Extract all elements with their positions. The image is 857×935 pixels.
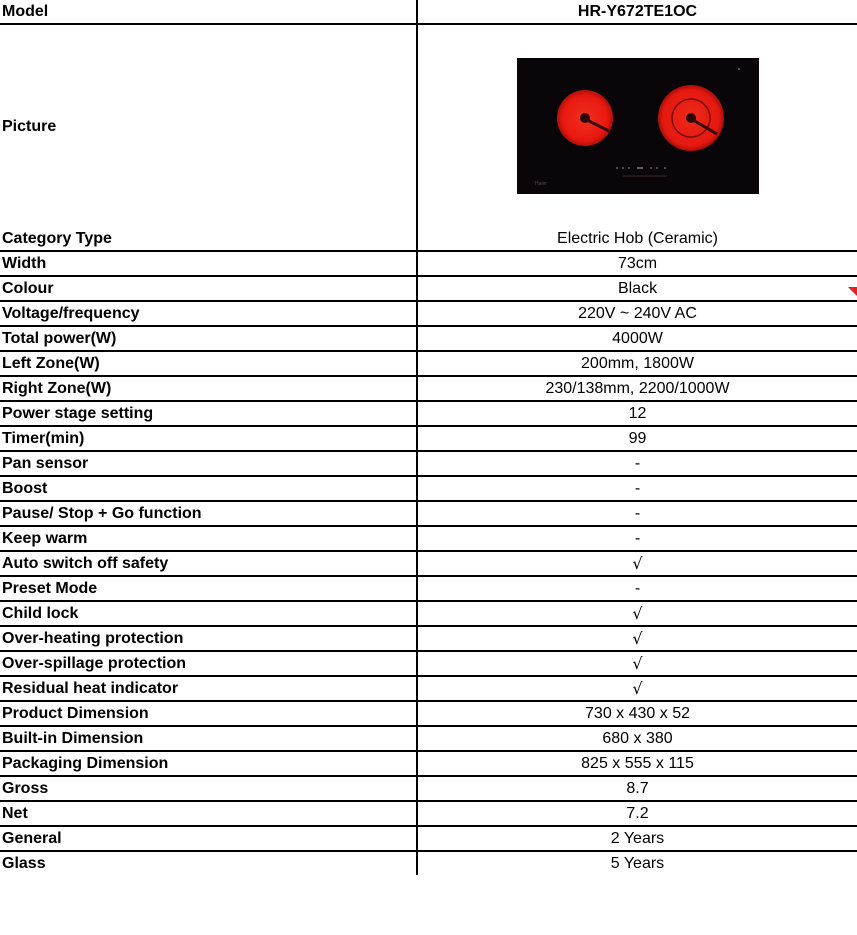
row-value: √	[417, 626, 857, 651]
table-row	[0, 501, 857, 526]
hob-image	[517, 58, 759, 194]
right-zone	[658, 85, 724, 151]
row-value: 4000W	[417, 326, 857, 351]
row-value: 8.7	[417, 776, 857, 801]
row-value: 730 x 430 x 52	[417, 701, 857, 726]
hob-brand-logo: Haier	[534, 181, 547, 187]
table-row	[0, 826, 857, 851]
row-label: Pan sensor	[0, 451, 417, 476]
table-row-model	[0, 0, 857, 24]
row-label: Over-spillage protection	[0, 651, 417, 676]
row-label: Total power(W)	[0, 326, 417, 351]
row-label: General	[0, 826, 417, 851]
row-label: Voltage/frequency	[0, 301, 417, 326]
table-row	[0, 801, 857, 826]
row-label: Gross	[0, 776, 417, 801]
row-value: Black	[417, 276, 857, 301]
table-row	[0, 376, 857, 401]
left-zone	[557, 90, 613, 146]
row-label: Timer(min)	[0, 426, 417, 451]
row-label: Model	[0, 0, 417, 24]
row-value: 73cm	[417, 251, 857, 276]
row-value: 99	[417, 426, 857, 451]
table-row	[0, 401, 857, 426]
row-value: 220V ~ 240V AC	[417, 301, 857, 326]
table-row	[0, 451, 857, 476]
row-label: Picture	[0, 24, 417, 227]
table-row	[0, 526, 857, 551]
power-indicator	[738, 68, 740, 70]
spec-rows	[0, 227, 857, 875]
row-value: √	[417, 551, 857, 576]
table-row	[0, 776, 857, 801]
row-value: 12	[417, 401, 857, 426]
table-row	[0, 626, 857, 651]
row-label: Over-heating protection	[0, 626, 417, 651]
row-value: 200mm, 1800W	[417, 351, 857, 376]
table-row	[0, 476, 857, 501]
row-label: Built-in Dimension	[0, 726, 417, 751]
row-value: 2 Years	[417, 826, 857, 851]
row-label: Packaging Dimension	[0, 751, 417, 776]
table-row	[0, 301, 857, 326]
table-row	[0, 227, 857, 251]
row-value: 7.2	[417, 801, 857, 826]
table-row	[0, 726, 857, 751]
model-number: HR-Y672TE1OC	[417, 0, 857, 24]
row-value: 230/138mm, 2200/1000W	[417, 376, 857, 401]
table-row	[0, 426, 857, 451]
row-value: -	[417, 451, 857, 476]
comment-marker	[848, 287, 857, 296]
row-label: Right Zone(W)	[0, 376, 417, 401]
table-row	[0, 576, 857, 601]
table-row	[0, 276, 857, 301]
row-label: Keep warm	[0, 526, 417, 551]
table-row	[0, 551, 857, 576]
table-row	[0, 251, 857, 276]
table-row	[0, 351, 857, 376]
row-label: Boost	[0, 476, 417, 501]
row-value: -	[417, 526, 857, 551]
table-row	[0, 751, 857, 776]
row-value: -	[417, 576, 857, 601]
picture-cell	[417, 24, 857, 227]
row-label: Child lock	[0, 601, 417, 626]
row-value: 5 Years	[417, 851, 857, 875]
row-value: 680 x 380	[417, 726, 857, 751]
row-label: Category Type	[0, 227, 417, 251]
row-value: √	[417, 651, 857, 676]
row-label: Product Dimension	[0, 701, 417, 726]
table-row	[0, 701, 857, 726]
row-value: -	[417, 501, 857, 526]
row-label: Residual heat indicator	[0, 676, 417, 701]
table-row	[0, 851, 857, 875]
table-row	[0, 601, 857, 626]
row-label: Auto switch off safety	[0, 551, 417, 576]
table-row	[0, 326, 857, 351]
row-label: Width	[0, 251, 417, 276]
row-value: 825 x 555 x 115	[417, 751, 857, 776]
row-value: -	[417, 476, 857, 501]
row-label: Power stage setting	[0, 401, 417, 426]
row-value: √	[417, 601, 857, 626]
row-label: Pause/ Stop + Go function	[0, 501, 417, 526]
row-label: Net	[0, 801, 417, 826]
row-label: Left Zone(W)	[0, 351, 417, 376]
table-row	[0, 676, 857, 701]
row-label: Colour	[0, 276, 417, 301]
table-row-picture	[0, 24, 857, 227]
row-value: Electric Hob (Ceramic)	[417, 227, 857, 251]
row-label: Preset Mode	[0, 576, 417, 601]
row-value: √	[417, 676, 857, 701]
row-label: Glass	[0, 851, 417, 875]
table-row	[0, 651, 857, 676]
